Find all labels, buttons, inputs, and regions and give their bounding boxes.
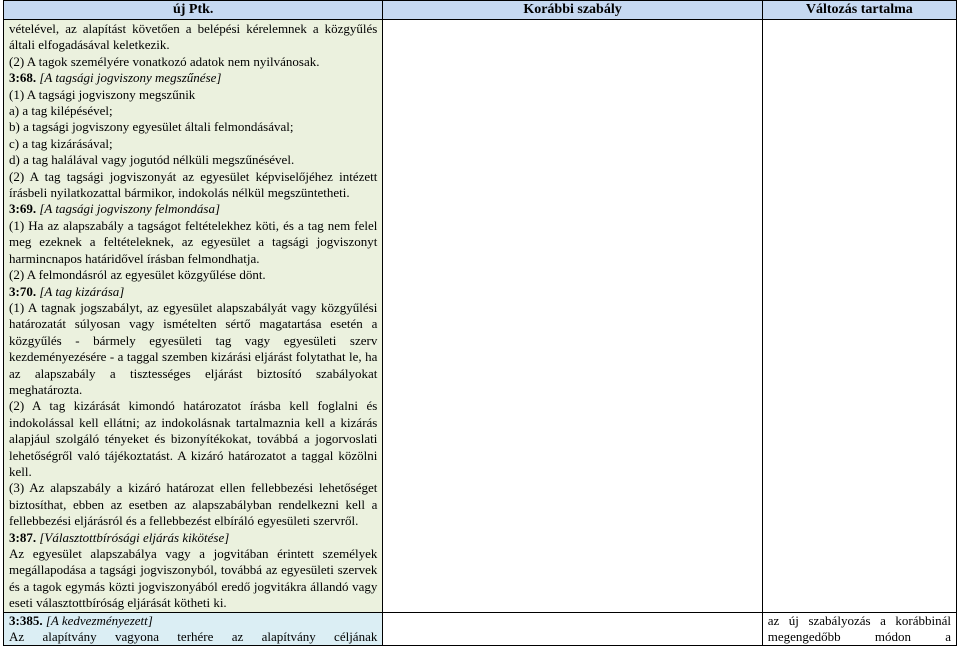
- section-number: 3:68.: [9, 70, 37, 86]
- cell-previous-rule-2: [383, 612, 762, 646]
- paragraph: (3) Az alapszabály a kizáró határozat ellen fellebbezési lehetőséget biztosíthat, ebben az esetben az alapszabályban rendelkezni kell a fellebbezési eljárásról és a fellebbezést elbíráló egyesületi szervről.: [9, 480, 378, 529]
- paragraph: a) a tag kilépésével;: [9, 103, 113, 119]
- section-number: 3:69.: [9, 201, 37, 217]
- paragraph: b) a tagsági jogviszony egyesület általi felmondásával;: [9, 119, 294, 135]
- paragraph: (1) A tagnak jogszabályt, az egyesület alapszabályát vagy közgyűlési határozatát súlyosan vagy ismételten sértő magatartása esetén a közgyűlés - bármely egyesületi tag vagy egyesületi szerv kezdeményezésére - a taggal szemben kizárási eljárást folytathat le, ha az alapszabály a tisztességes eljárást biztosító szabályokat meghatározta.: [9, 299, 378, 397]
- header-new-ptk: új Ptk.: [4, 1, 383, 20]
- section-heading: [9, 70, 377, 86]
- section-number: 3:87.: [9, 529, 37, 545]
- section-heading: [9, 613, 377, 629]
- paragraph: (2) A tagok személyére vonatkozó adatok nem nyilvánosak.: [9, 53, 320, 69]
- cell-previous-rule: [383, 20, 762, 613]
- header-previous-rule: Korábbi szabály: [383, 1, 762, 20]
- comparison-table: [3, 0, 957, 646]
- paragraph: Az egyesület alapszabálya vagy a jogvitában érintett személyek megállapodása a tagsági jogviszonyból, továbbá az egyesületi szervek és a tagok egymás közti jogviszonyából eredő jogvitákra állandó vagy eseti választottbíróság eljárását kötheti ki.: [9, 546, 378, 611]
- section-heading: [9, 201, 377, 217]
- paragraph: (2) A felmondásról az egyesület közgyűlése dönt.: [9, 267, 266, 283]
- cell-new-ptk-2: [4, 612, 383, 646]
- header-row: [4, 1, 957, 20]
- section-number: 3:70.: [9, 283, 37, 299]
- header-change-content: Változás tartalma: [762, 1, 956, 20]
- cell-change-content-2: [762, 612, 956, 646]
- paragraph: (2) A tag tagsági jogviszonyát az egyesület képviselőjéhez intézett írásbeli nyilatkozattal bármikor, indokolás nélkül megszüntetheti.: [9, 168, 378, 201]
- section-title: [A tagsági jogviszony felmondása]: [39, 201, 221, 217]
- row-membership: [4, 20, 957, 613]
- paragraph: d) a tag halálával vagy jogutód nélküli megszűnésével.: [9, 152, 295, 168]
- section-heading: [9, 284, 377, 300]
- paragraph: c) a tag kizárásával;: [9, 135, 113, 151]
- section-title: [Választottbírósági eljárás kikötése]: [39, 529, 230, 545]
- section-number: 3:385.: [9, 612, 43, 628]
- paragraph: (2) A tag kizárását kimondó határozatot írásba kell foglalni és indokolással kell ellátni; az indokolásnak tartalmaznia kell a kizárás alapjául szolgáló tényeket és bizonyítékokat, továbbá a jogorvoslati lehetőségről való tájékoztatást. A kizáró határozatot a taggal közölni kell.: [9, 398, 378, 479]
- section-title: [A tagsági jogviszony megszűnése]: [39, 70, 222, 86]
- paragraph: Az alapítvány vagyona terhére az alapítvány céljának: [9, 629, 378, 645]
- section-title: [A tag kizárása]: [39, 283, 125, 299]
- section-title: [A kedvezményezett]: [45, 612, 153, 628]
- paragraph: (1) Ha az alapszabály a tagságot feltételekhez köti, és a tag nem felel meg ezeknek a feltételeknek, az egyesület a tagsági jogviszonyt harmincnapos határidővel írásban felmondhatja.: [9, 217, 378, 266]
- change-text: az új szabályozás a korábbinál megengedőbb módon a: [767, 612, 951, 645]
- paragraph: vételével, az alapítást követően a belépési kérelemnek a közgyűlés általi elfogadásával keletkezik.: [9, 21, 378, 53]
- cell-new-ptk: [4, 20, 383, 613]
- section-heading: [9, 530, 377, 546]
- paragraph: (1) A tagsági jogviszony megszűnik: [9, 86, 196, 102]
- row-beneficiary: [4, 612, 957, 646]
- cell-change-content: [762, 20, 956, 613]
